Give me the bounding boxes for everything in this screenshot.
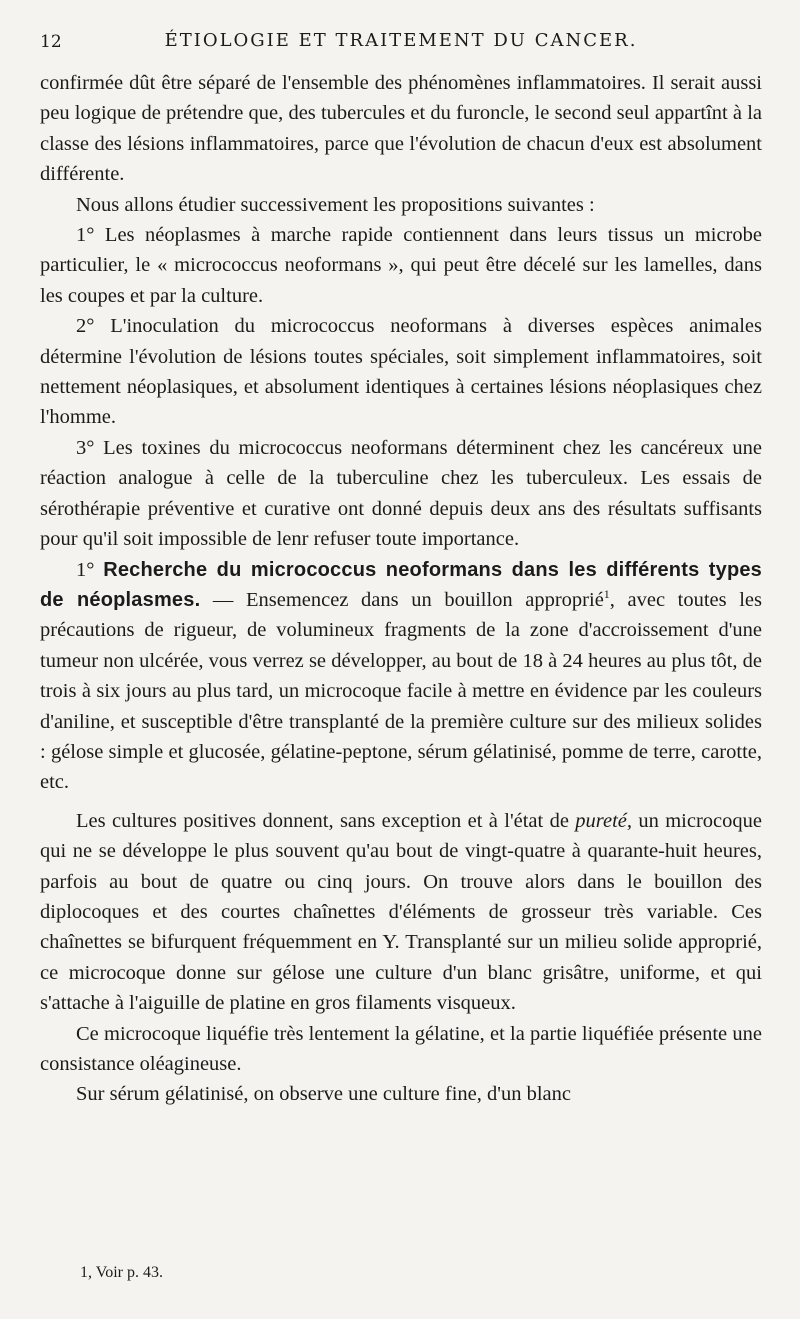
paragraph: [40, 806, 762, 1019]
paragraph: confirmée dût être séparé de l'ensemble des phénomènes inflammatoires. Il serait aussi peu logique de prétendre que, des tubercules et du furoncle, le second seul appartînt à la classe des lésions inflammatoires, parce que l'évolution de chacun d'eux est absolument différente.: [40, 72, 762, 186]
book-page: [40, 0, 762, 1319]
page-header: [40, 30, 762, 56]
footnote: 1, Voir p. 43.: [80, 1264, 163, 1281]
footnote-reference: 1: [603, 587, 610, 602]
paragraph: Sur sérum gélatinisé, on observe une culture fine, d'un blanc: [76, 1083, 571, 1106]
paragraph-text: — Ensemencez dans un bouillon approprié: [200, 588, 604, 611]
paragraph-text: Les cultures positives donnent, sans exception et à l'état de: [76, 809, 576, 832]
running-title: ÉTIOLOGIE ET TRAITEMENT DU CANCER.: [164, 30, 638, 51]
proposition-2: 2° L'inoculation du micrococcus neoformans à diverses espèces animales détermine l'évolution de lésions toutes spéciales, soit simplement inflammatoires, soit nettement néoplasiques, et absolument identiques à certaines lésions néoplasiques chez l'homme.: [40, 315, 762, 429]
body-text: [40, 68, 762, 1110]
proposition-1: 1° Les néoplasmes à marche rapide contiennent dans leurs tissus un microbe particulier, le « micrococcus neoformans », qui peut être décelé sur les lamelles, dans les coupes et par la culture.: [40, 224, 762, 307]
italic-word: pureté,: [575, 809, 633, 832]
paragraph-text: , avec toutes les précautions de rigueur, de volumineux fragments de la zone d'accroissement d'une tumeur non ulcérée, vous verrez se développer, au bout de 18 à 24 heures au plus tôt, de trois à six jours au plus tard, un microcoque facile à mettre en évidence par les couleurs d'aniline, et susceptible d'être transplanté de la première culture sur des milieux solides : gélose simple et glucosée, gélatine-peptone, sérum gélatinisé, pomme de terre, carotte, etc.: [40, 588, 762, 794]
paragraph-text: un microcoque qui ne se développe le plus souvent qu'au bout de vingt-quatre à quarante-huit heures, parfois au bout de quatre ou cinq jours. On trouve alors dans le bouillon des diplocoques et des courtes chaînettes d'éléments de grosseur très variable. Ces chaînettes se bifurquent fréquemment en Y. Transplanté sur un milieu solide approprié, ce microcoque donne sur gélose une culture d'un blanc grisâtre, uniforme, et qui s'attache à l'aiguille de platine en gros filaments visqueux.: [40, 809, 762, 1015]
page-number: 12: [40, 32, 62, 52]
section-paragraph: [40, 555, 762, 798]
section-heading: Recherche du micrococcus neoformans dans les différents types de néoplasmes.: [40, 558, 763, 611]
section-number: 1°: [76, 558, 95, 581]
paragraph: Ce microcoque liquéfie très lentement la gélatine, et la partie liquéfiée présente une consistance oléagineuse.: [40, 1022, 762, 1075]
proposition-3: 3° Les toxines du micrococcus neoformans déterminent chez les cancéreux une réaction analogue à celle de la tuberculine chez les tuberculeux. Les essais de sérothérapie préventive et curative ont donné depuis deux ans des résultats suffisants pour qu'il soit impossible de lenr refuser toute importance.: [40, 436, 762, 551]
paragraph: Nous allons étudier successivement les propositions suivantes :: [76, 193, 595, 216]
